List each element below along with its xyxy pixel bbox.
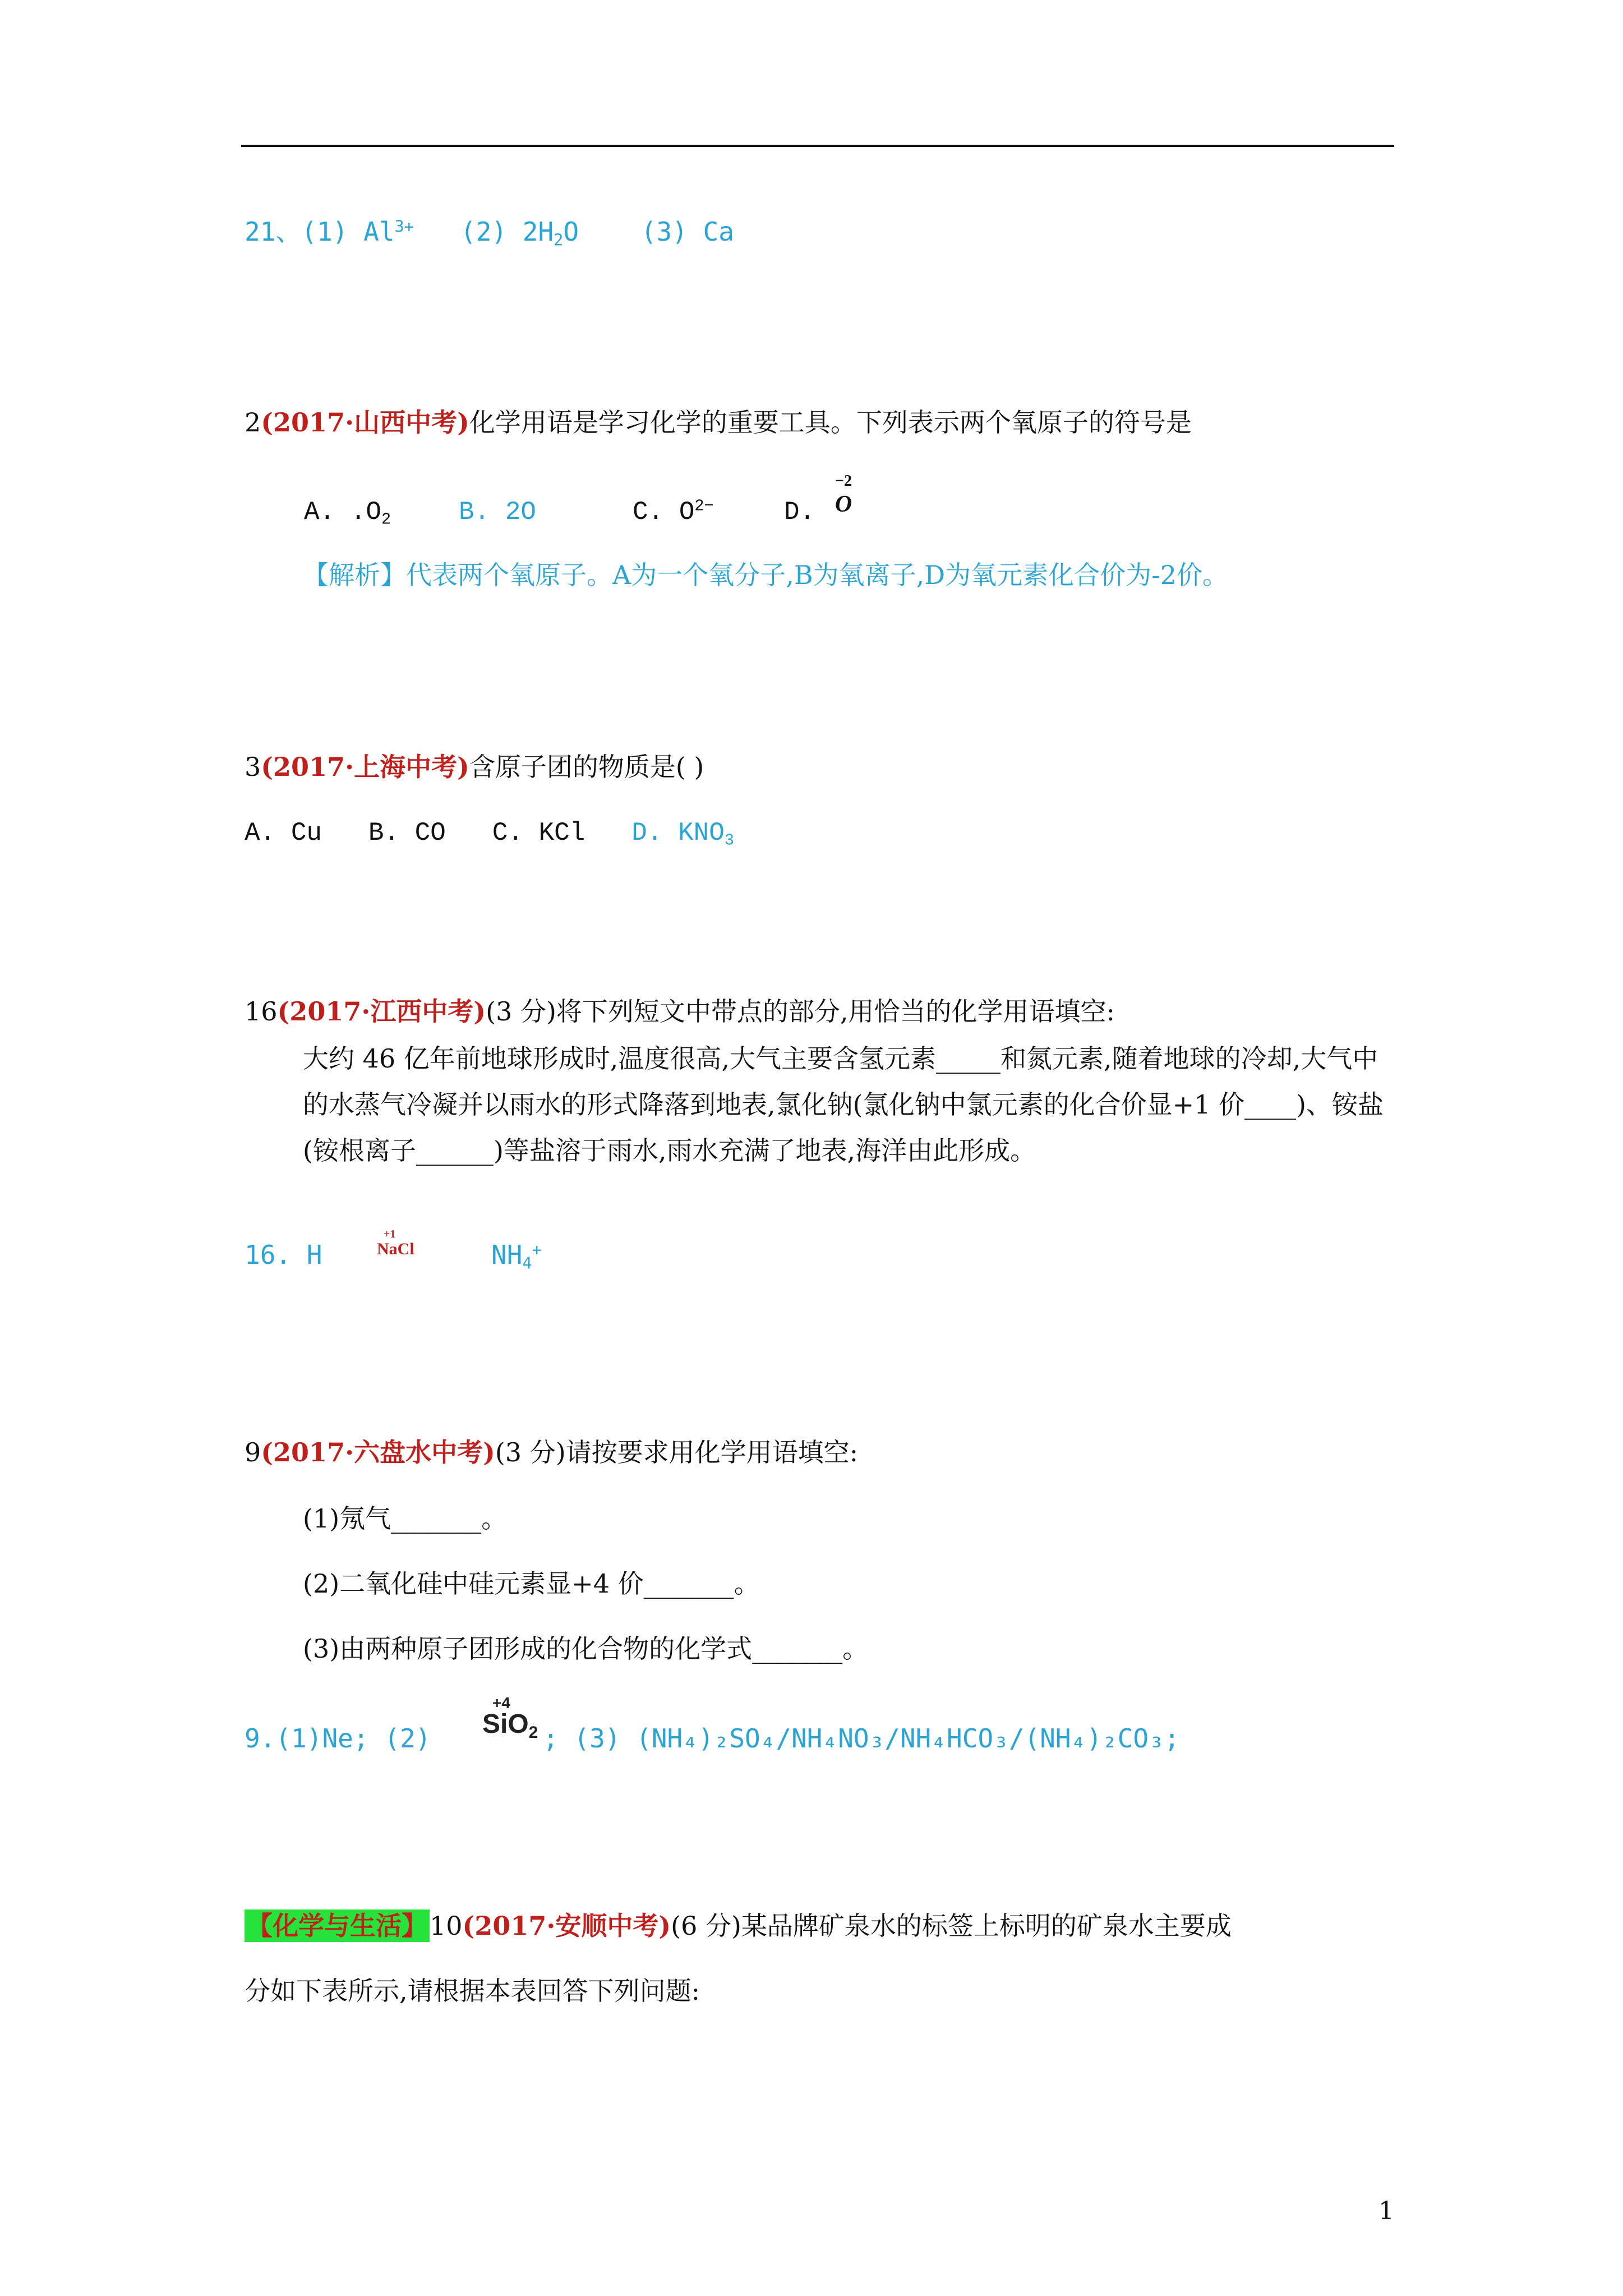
q3-option-b: B. CO — [368, 818, 446, 848]
q10-stem-line-1: 【化学与生活】10(2017·安顺中考)(6 分)某品牌矿泉水的标签上标明的矿泉水主要成 — [245, 1913, 1232, 1939]
q16-answer-nacl: +1 NaCl — [377, 1228, 414, 1258]
q2-option-d: D. — [784, 498, 815, 527]
q2-stem: 2(2017·山西中考)化学用语是学习化学的重要工具。下列表示两个氧原子的符号是 — [245, 407, 1192, 438]
q9-item-1: (1)氖气_______。 — [303, 1503, 508, 1534]
q2-option-c: C. $O^{2-}$ — [633, 496, 714, 527]
page-number: 1 — [1378, 2197, 1394, 2225]
q16-answer-nh4: $NH_4^+$ — [491, 1240, 542, 1273]
q10-stem-line-2: 分如下表所示,请根据本表回答下列问题: — [245, 1976, 700, 2006]
q2-analysis: 【解析】代表两个氧原子。A为一个氧分子,B为氧离子,D为氧元素化合价为-2价。 — [303, 560, 1228, 590]
q9-stem: 9(2017·六盘水中考)(3 分)请按要求用化学用语填空: — [245, 1437, 859, 1467]
header-rule — [241, 145, 1394, 147]
q16-stem: 16(2017·江西中考)(3 分)将下列短文中带点的部分,用恰当的化学用语填空: — [245, 996, 1115, 1027]
q2-option-a: A. $.O_2$ — [304, 498, 391, 529]
q10-tag: 【化学与生活】 — [245, 1910, 430, 1942]
q16-passage: 大约 46 亿年前地球形成时,温度很高,大气主要含氢元素_____和氮元素,随着地球的冷却,大气中的水蒸气冷凝并以雨水的形式降落到地表,氯化钠(氯化钠中氯元素的化合价显+1 价____)、铵盐(铵根离子______)等盐溶于雨水,雨水充满了地表,海洋由此形成。 — [303, 1043, 1384, 1166]
q9-answer-rest: ; (3) (NH₄)₂SO₄/NH₄NO₃/NH₄HCO₃/(NH₄)₂CO₃; — [543, 1723, 1180, 1754]
q9-answer: 9.(1)Ne; (2) — [245, 1723, 431, 1754]
q9-item-3: (3)由两种原子团形成的化合物的化学式_______。 — [303, 1634, 869, 1664]
q16-answer: 16. H — [245, 1240, 322, 1270]
q3-stem: 3(2017·上海中考)含原子团的物质是( ) — [245, 752, 704, 782]
q3-option-a: A. Cu — [245, 818, 322, 848]
q3-option-c: C. KCl — [492, 818, 585, 848]
q3-option-d: D. $KNO_3$ — [631, 818, 734, 850]
q21-answer: 21、(1) $Al^{3+}$ (2) $2H_2O$ (3) Ca — [245, 217, 734, 250]
q2-option-b: B. 2O — [459, 498, 537, 527]
q9-answer-sio2: +4 SiO$_2$ — [482, 1694, 538, 1742]
q9-item-2: (2)二氧化硅中硅元素显+4 价_______。 — [303, 1568, 760, 1599]
q3-options — [245, 818, 734, 850]
q2-option-d-formula: −2 O — [834, 472, 852, 517]
